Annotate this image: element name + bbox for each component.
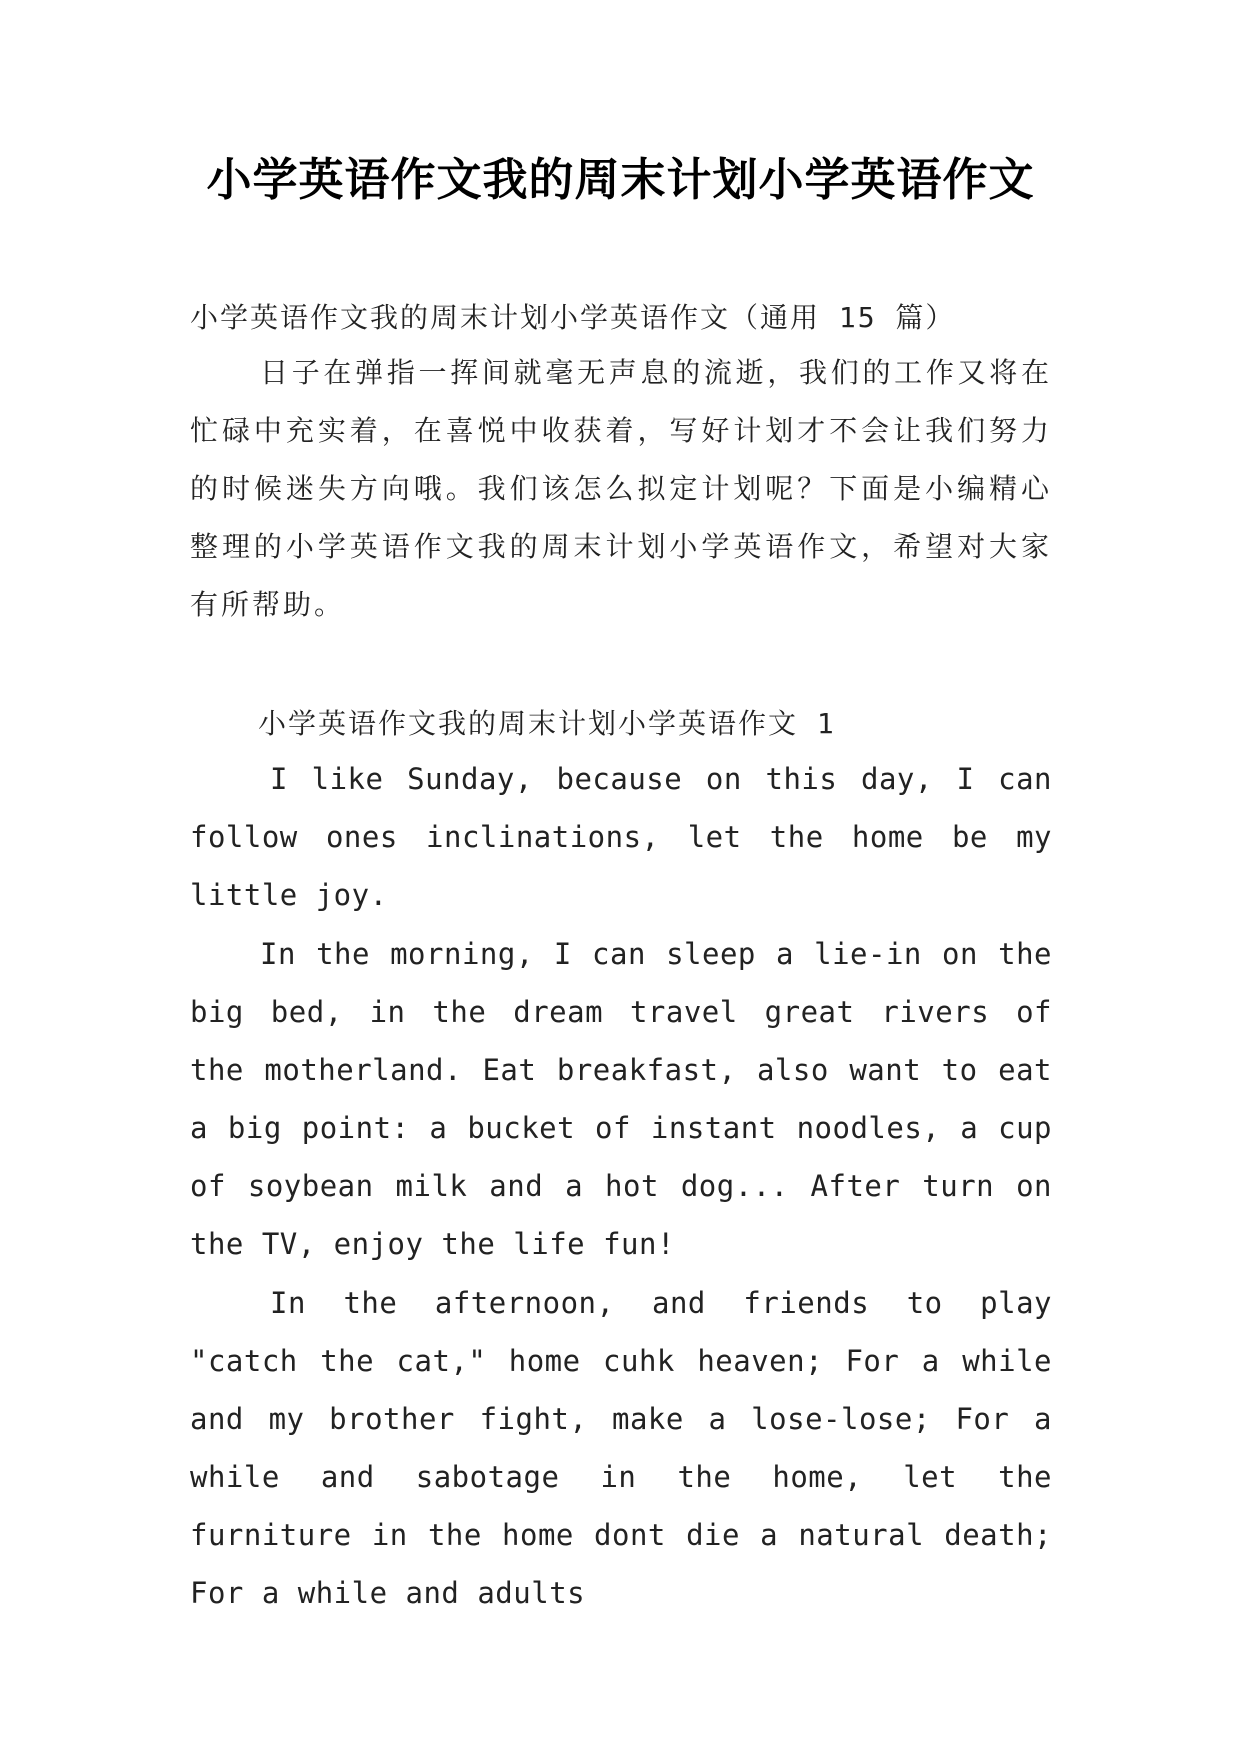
essay-paragraph-3: In the afternoon, and friends to play "catch the cat," home cuhk heaven; For a while and my brother fight, make a lose-lose; For a while and sabotage in the home, let the furniture in the home dont die a natural death; For a while and adults: [190, 1286, 1052, 1610]
intro-paragraph: 日子在弹指一挥间就毫无声息的流逝，我们的工作又将在忙碌中充实着，在喜悦中收获着，写好计划才不会让我们努力的时候迷失方向哦。我们该怎么拟定计划呢？下面是小编精心整理的小学英语作文我的周末计划小学英语作文，希望对大家有所帮助。: [190, 356, 1052, 621]
document-subtitle: 小学英语作文我的周末计划小学英语作文（通用 15 篇）: [190, 301, 956, 334]
essay-paragraph-1: I like Sunday, because on this day, I can follow ones inclinations, let the home be my little joy.: [190, 762, 1052, 912]
essay-heading: 小学英语作文我的周末计划小学英语作文 1: [258, 707, 836, 740]
essay-paragraph-2: In the morning, I can sleep a lie-in on the big bed, in the dream travel great rivers of the motherland. Eat breakfast, also want to eat a big point: a bucket of instant noodles, a cup of soybean milk and a hot dog... After turn on the TV, enjoy the life fun!: [190, 937, 1052, 1261]
document-title: 小学英语作文我的周末计划小学英语作文: [206, 153, 1035, 206]
